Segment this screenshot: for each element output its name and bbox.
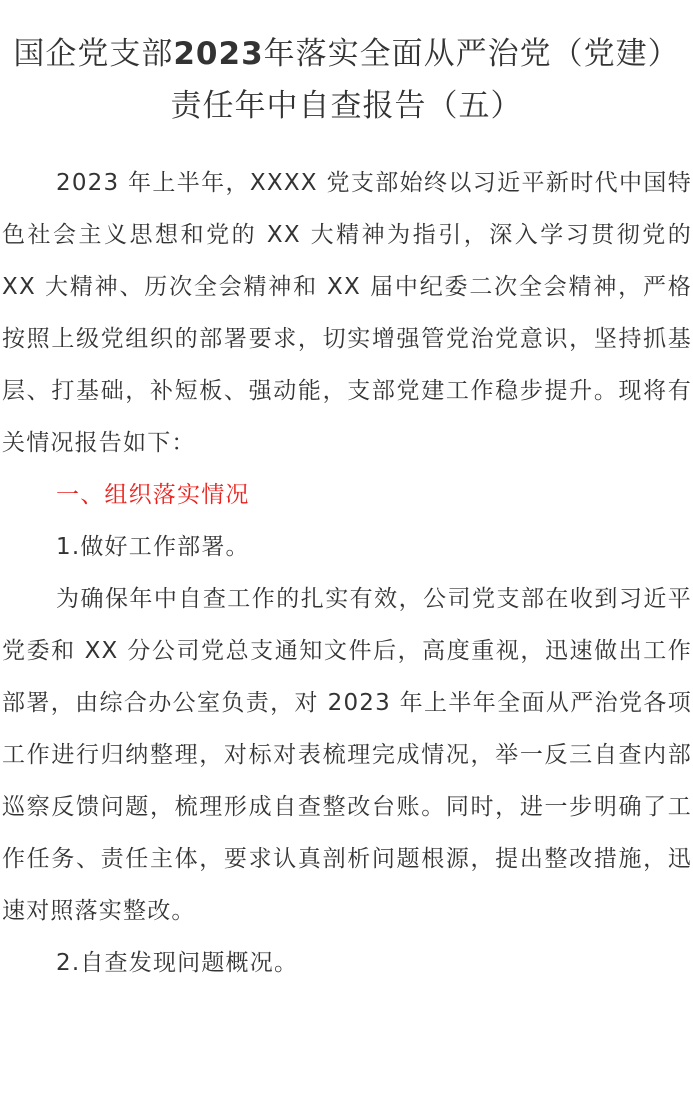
title-part1: 国企党支部 xyxy=(13,36,174,72)
intro-paragraph: 2023 年上半年，XXXX 党支部始终以习近平新时代中国特色社会主义思想和党的 XX 大精神为指引，深入学习贯彻党的 XX 大精神、历次全会精神和 XX 届中纪委二次全会精神，严格按照上级党组织的部署要求，切实增强管党治党意识，坚持抓基层、打基础，补短板、强动能，支部党建工作稳步提升。现将有关情况报告如下： xyxy=(2,170,692,456)
title-part2: 年落实全面从严治党（党建）责任年中自查报告（五） xyxy=(170,36,680,124)
item-title-self-check-issues: 2.自查发现问题概况。 xyxy=(56,950,299,976)
title-year: 2023 xyxy=(173,36,264,72)
section-heading-organization: 一、组织落实情况 xyxy=(56,482,250,508)
document-body xyxy=(2,157,692,989)
item-title-work-deployment: 1.做好工作部署。 xyxy=(56,534,250,560)
work-deployment-paragraph: 为确保年中自查工作的扎实有效，公司党支部在收到习近平党委和 XX 分公司党总支通知文件后，高度重视，迅速做出工作部署，由综合办公室负责，对 2023 年上半年全面从严治党各项工作进行归纳整理，对标对表梳理完成情况，举一反三自查内部巡察反馈问题，梳理形成自查整改台账。同时，进一步明确了工作任务、责任主体，要求认真剖析问题根源，提出整改措施，迅速对照落实整改。 xyxy=(2,586,692,924)
document-title xyxy=(0,28,693,132)
